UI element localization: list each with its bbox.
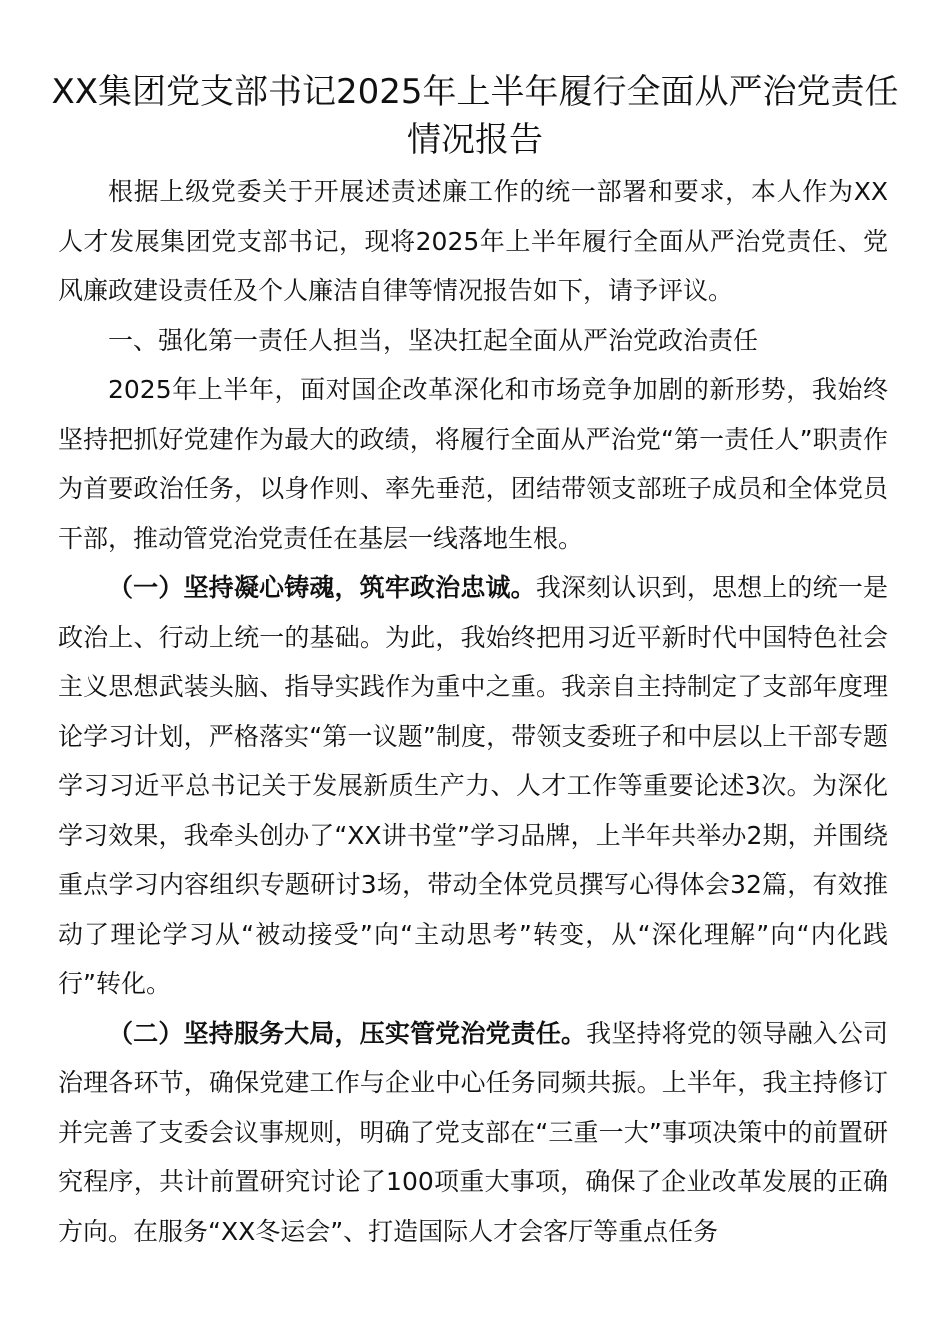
intro-paragraph: [58, 167, 888, 316]
paragraph-text: 2025年上半年，面对国企改革深化和市场竞争加剧的新形势，我始终坚持把抓好党建作为最大的政绩，将履行全面从严治党“第一责任人”职责作为首要政治任务，以身作则、率先垂范，团结带领支部班子成员和全体党员干部，推动管党治党责任在基层一线落地生根。: [58, 375, 888, 553]
document-title: XX集团党支部书记2025年上半年履行全面从严治党责任情况报告: [51, 72, 899, 160]
paragraph-text: 我深刻认识到，思想上的统一是政治上、行动上统一的基础。为此，我始终把用习近平新时代中国特色社会主义思想武装头脑、指导实践作为重中之重。我亲自主持制定了支部年度理论学习计划，严格落实“第一议题”制度，带领支委班子和中层以上干部专题学习习近平总书记关于发展新质生产力、人才工作等重要论述3次。为深化学习效果，我牵头创办了“XX讲书堂”学习品牌，上半年共举办2期，并围绕重点学习内容组织专题研讨3场，带动全体党员撰写心得体会32篇，有效推动了理论学习从“被动接受”向“主动思考”转变，从“深化理解”向“内化践行”转化。: [58, 573, 888, 998]
section-heading: [58, 316, 888, 366]
subsection-heading: （二）坚持服务大局，压实管党治党责任。: [108, 1018, 587, 1048]
paragraph-text: 根据上级党委关于开展述责述廉工作的统一部署和要求，本人作为XX人才发展集团党支部书记，现将2025年上半年履行全面从严治党责任、党风廉政建设责任及个人廉洁自律等情况报告如下，请予评议。: [58, 177, 888, 305]
paragraph-text: 一、强化第一责任人担当，坚决扛起全面从严治党政治责任: [108, 325, 759, 355]
subsection-paragraph-2: [58, 1009, 888, 1257]
section-intro-paragraph: [58, 365, 888, 563]
paragraph-text: 我坚持将党的领导融入公司治理各环节，确保党建工作与企业中心任务同频共振。上半年，我主持修订并完善了支委会议事规则，明确了党支部在“三重一大”事项决策中的前置研究程序，共计前置研究讨论了100项重大事项，确保了企业改革发展的正确方向。在服务“XX冬运会”、打造国际人才会客厅等重点任务: [58, 1018, 888, 1246]
document-body: [58, 167, 888, 1256]
subsection-paragraph-1: [58, 563, 888, 1009]
subsection-heading: （一）坚持凝心铸魂，筑牢政治忠诚。: [108, 573, 536, 602]
